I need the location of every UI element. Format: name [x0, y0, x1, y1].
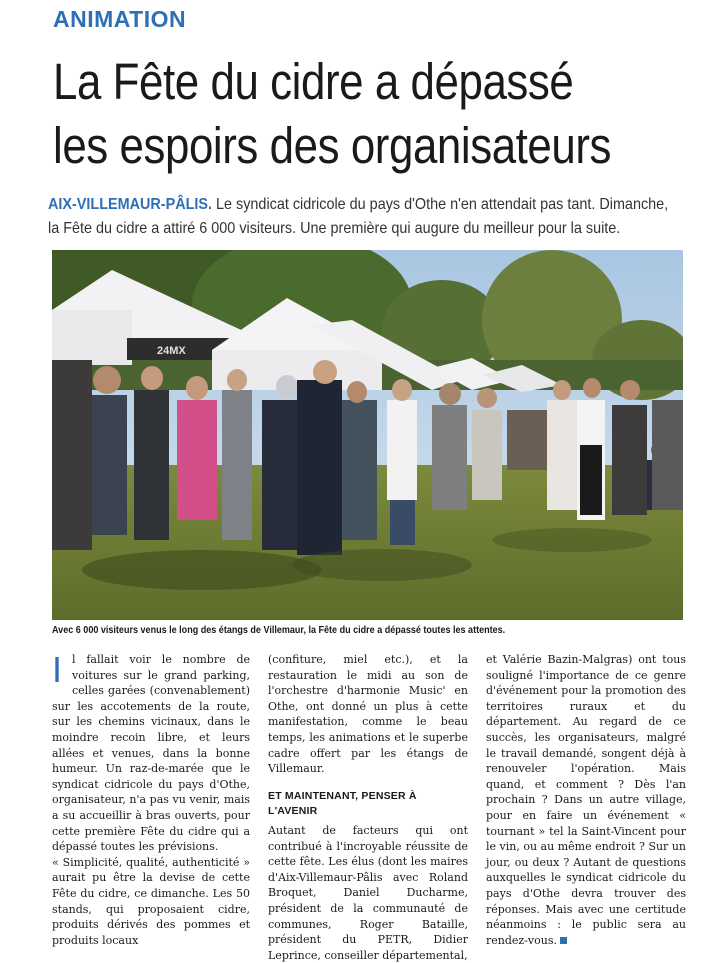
paragraph-3: (confiture, miel etc.), et la restauration le midi au son de l'orchestre d'harmonie Music' en Othe, ont donné un plus à cette manifestation, comme le beau temps, les animations et le superbe cadre offert par les étangs de Villemaur.	[268, 653, 468, 776]
intertitle: ET MAINTENANT, PENSER À L'AVENIR	[268, 789, 417, 818]
paragraph-1	[52, 649, 250, 855]
section-rubric: ANIMATION	[53, 6, 187, 32]
lead-text: Le syndicat cidricole du pays d'Othe n'en attendait pas tant. Dimanche, la Fête du cidre a attiré 6 000 visiteurs. Une première qui augure du meilleur pour la suite.	[48, 196, 669, 237]
paragraph-4: Autant de facteurs qui ont contribué à l'incroyable réussite de cette fête. Les élus (dont les maires d'Aix-Villemaur-Pâlis avec Roland Broquet, Daniel Ducharme, président de la communauté de communes, Roger Bataille, président du PETR, Didier Leprince, conseiller départemental,	[268, 823, 468, 962]
article-column-3	[486, 652, 686, 948]
paragraph-5	[486, 652, 686, 948]
headline	[53, 50, 612, 178]
lead-place: AIX-VILLEMAUR-PÂLIS.	[48, 196, 212, 213]
article-photo	[52, 250, 683, 620]
end-of-article-mark	[560, 937, 567, 944]
article-column-2	[268, 652, 468, 963]
article-column-1	[52, 649, 250, 948]
dropcap: I	[52, 649, 63, 690]
paragraph-2: « Simplicité, qualité, authenticité » aurait pu être la devise de cette Fête du cidre, ce dimanche. Les 50 stands, qui proposaient cidre, produits dérivés des pommes et produits locaux	[52, 855, 250, 947]
headline-line-2: les espoirs des organisateurs	[53, 117, 612, 174]
paragraph-1-text: l fallait voir le nombre de voitures sur le grand parking, celles garées (convenablement) sur les accotements de la route, sur les chemins vicinaux, dans le moindre recoin libre, et leurs allées et venues, dans la bonne humeur. Un raz-de-marée que le syndicat cidricole du pays d'Othe, organisateur, n'a pas vu venir, mais a su accueillir à bras ouverts, pour cette première Fête du cidre qui a dépassé toutes les prévisions.	[52, 653, 250, 854]
fair-crowd-illustration	[52, 250, 683, 620]
headline-line-1: La Fête du cidre a dépassé	[53, 53, 574, 110]
paragraph-5-text: et Valérie Bazin-Malgras) ont tous souligné l'importance de ce genre d'événement pour la promotion des territoires ruraux et du département. Au regard de ce succès, les organisateurs, malgré le travail demandé, songent déjà à renouveler l'opération. Mais quand, et comment ? Dès l'an prochain ? Dans un autre village, pour en faire un événement « tournant » tel la Saint-Vincent pour le vin, ou au même endroit ? Sur un jour, ou deux ? Autant de questions auxquelles le syndicat cidricole du pays d'Othe devra trouver des réponses. Mais avec une certitude néanmoins : le public sera au rendez-vous.	[486, 653, 686, 947]
tent-banner-text-1: 24MX	[157, 345, 186, 357]
lead-paragraph	[48, 193, 669, 241]
photo-caption: Avec 6 000 visiteurs venus le long des étangs de Villemaur, la Fête du cidre a dépassé toutes les attentes.	[52, 624, 506, 636]
